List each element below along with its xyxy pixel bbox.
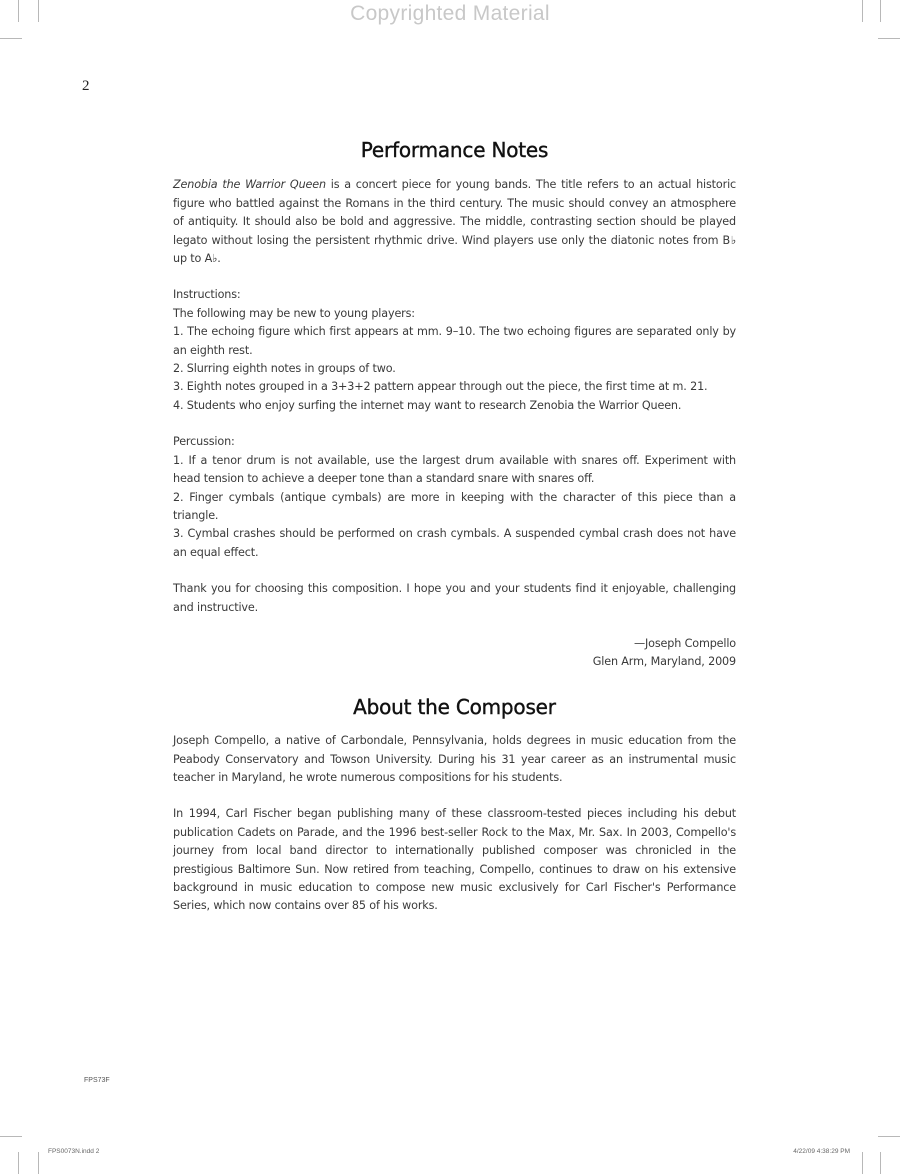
crop-mark [878, 1136, 900, 1137]
copyright-watermark: Copyrighted Material [350, 2, 550, 25]
crop-mark [880, 1152, 881, 1174]
intro-text: is a concert piece for young bands. The title refers to an actual [325, 178, 692, 192]
main-content [173, 0, 736, 916]
file-slug: FPS0073N.indd 2 [48, 1148, 100, 1155]
about-composer-title: About the Composer [353, 694, 556, 719]
performance-notes-title: Performance Notes [360, 138, 549, 162]
percussion-item: 3. Cymbal crashes should be performed on crash cymbals. A suspended cymbal crash does not have an equal effect. [173, 527, 736, 559]
about-paragraph: In 1994, Carl Fischer began publishing many of these classroom-tested pieces including his debut publication Cadets on Parade, and the 1996 best-seller Rock to the Max, Mr. Sax. In 2003, Compello's journey from local band director to internationally published composer was chronicled in the prestigious Baltimore Sun. Now retired from teaching, Compello, continues to draw on his extensive background in music education to compose new music exclusively for Carl Fischer's Performance Series, which now contains over 85 of his works. [173, 807, 736, 913]
crop-mark [38, 0, 39, 22]
crop-mark [38, 1152, 39, 1174]
instructions-heading: Instructions: [173, 288, 241, 302]
instructions-lead: The following may be new to young players: [173, 306, 415, 320]
intro-body: historic figure who battled against the Romans in the third century. The music should convey an atmosphere of antiquity. It should also be bold and aggressive. The middle, contrasting section should be played legato without losing the persistent rhythmic drive. Wind players use only the diatonic notes from B♭ up to A♭. [173, 178, 737, 266]
piece-title-part2: Warrior Queen [245, 178, 326, 192]
instruction-item: 2. Slurring eighth notes in groups of two. [173, 362, 396, 376]
about-paragraph: Joseph Compello, a native of Carbondale, Pennsylvania, holds degrees in music education from the Peabody Conservatory and Towson University. During his 31 year career as an instrumental music teacher in Maryland, he wrote numerous compositions for his students. [173, 734, 736, 784]
crop-mark [18, 0, 19, 22]
signature-name: —Joseph Compello [634, 636, 736, 650]
percussion-item: 1. If a tenor drum is not available, use the largest drum available with snares off. Experiment with head tension to achieve a deeper tone than a standard snare with snares off. [173, 453, 736, 486]
crop-mark [878, 38, 900, 39]
instruction-item: 1. The echoing figure which first appears at mm. 9–10. The two echoing figures are separated only by an eighth rest. [173, 325, 736, 357]
crop-mark [862, 1152, 863, 1174]
crop-mark [0, 1136, 22, 1137]
piece-title-part1: Zenobia the [173, 178, 241, 192]
signature-place: Glen Arm, Maryland, 2009 [592, 655, 736, 669]
footer-code: FPS73F [84, 1077, 110, 1084]
instruction-item: 3. Eighth notes grouped in a 3+3+2 pattern appear through out the piece, the first time at m. 21. [173, 380, 708, 394]
crop-mark [18, 1152, 19, 1174]
percussion-item: 2. Finger cymbals (antique cymbals) are more in keeping with the character of this piece than a triangle. [173, 490, 736, 522]
crop-mark [0, 38, 22, 39]
intro-paragraph [173, 176, 736, 268]
crop-mark [880, 0, 881, 22]
closing-paragraph: Thank you for choosing this composition. I hope you and your students find it enjoyable, challenging and instructive. [173, 582, 736, 614]
percussion-heading: Percussion: [173, 435, 235, 449]
instruction-item: 4. Students who enjoy surfing the internet may want to research Zenobia the Warrior Queen. [173, 398, 682, 412]
page-number: 2 [82, 78, 90, 94]
date-slug: 4/22/09 4:38:29 PM [793, 1148, 850, 1155]
crop-mark [862, 0, 863, 22]
